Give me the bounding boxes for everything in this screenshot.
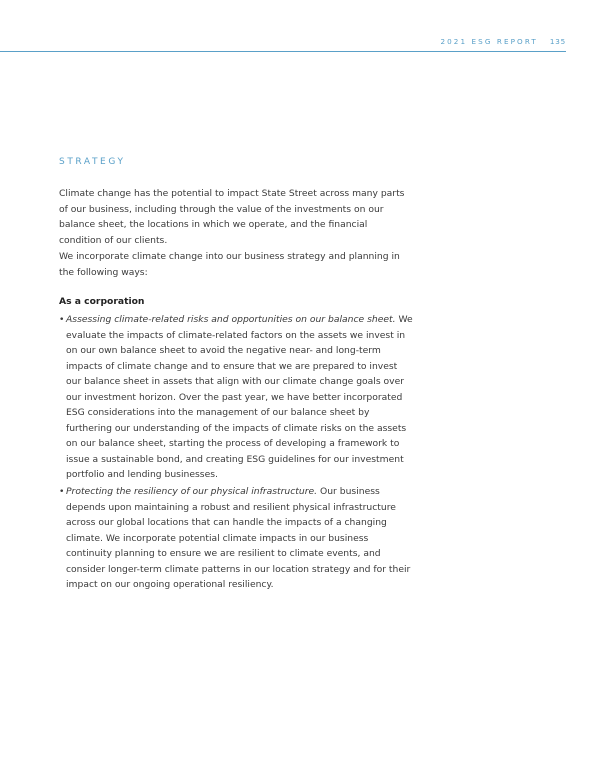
strategy-paragraph: We incorporate climate change into our business strategy and planning in the following ways: bbox=[59, 251, 400, 278]
page-number: 135 bbox=[549, 37, 566, 46]
bullet-body: Our business depends upon maintaining a robust and resilient physical infrastructure across our global locations that can handle the impacts of a changing climate. We incorporate potential climate impacts in our business continuity planning to ensure we are resilient to climate events, and consider longer-term climate patterns in our location strategy and for their impact on our ongoing operational resiliency. bbox=[66, 486, 411, 590]
bullet-icon: • bbox=[59, 486, 65, 497]
intro-paragraph: Climate change has the potential to impact State Street across many parts of our business, including through the value of the investments on our balance sheet, the locations in which we operate, and the financial condition of our clients. bbox=[59, 188, 405, 246]
report-header bbox=[440, 37, 566, 46]
header-rule bbox=[0, 51, 566, 52]
list-item bbox=[59, 312, 414, 483]
report-title: 2021 ESG REPORT bbox=[440, 37, 538, 46]
subheading: As a corporation bbox=[59, 296, 145, 307]
bullet-lead: Protecting the resiliency of our physical infrastructure. bbox=[66, 486, 318, 497]
list-item bbox=[59, 484, 414, 593]
section-title: STRATEGY bbox=[59, 157, 126, 167]
bullet-body: We evaluate the impacts of climate-related factors on the assets we invest in on our own balance sheet to avoid the negative near- and long-term impacts of climate change and to ensure that we are prepared to invest our balance sheet in assets that align with our climate change goals over our investment horizon. Over the past year, we have better incorporated ESG considerations into the management of our balance sheet by furthering our understanding of the impacts of climate risks on the assets on our balance sheet, starting the process of developing a framework to issue a sustainable bond, and creating ESG guidelines for our investment portfolio and lending businesses. bbox=[66, 314, 413, 480]
bullet-lead: Assessing climate-related risks and opportunities on our balance sheet. bbox=[66, 314, 396, 325]
bullet-icon: • bbox=[59, 314, 65, 325]
